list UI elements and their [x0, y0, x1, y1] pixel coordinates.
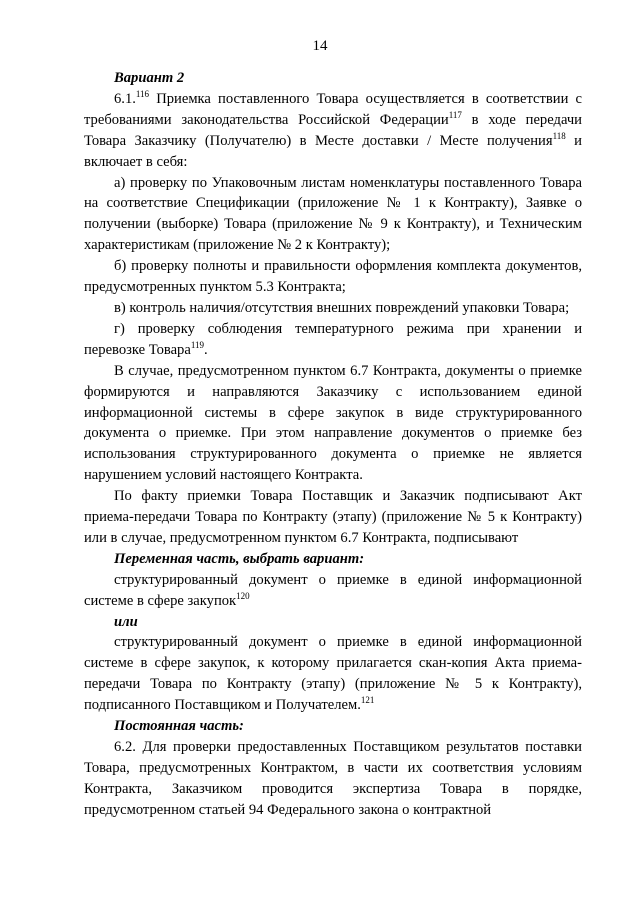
paragraph-text: 6.1.: [114, 90, 136, 107]
footnote-reference: 118: [552, 130, 566, 141]
paragraph-item-a: [84, 173, 582, 257]
paragraph-text: структурированный документ о приемке в единой информационной системе в сфере закупок, к которому прилагается скан-копия Акта приема-передачи Товара по Контракту (этапу) (приложение № 5 к Контракту), подписанного Поставщиком и Получателем.: [84, 634, 582, 714]
paragraph-text: или: [114, 613, 138, 630]
paragraph-clause-6-2: [84, 737, 582, 821]
paragraph-text: По факту приемки Товара Поставщик и Заказчик подписывают Акт приема-передачи Товара по Контракту (этапу) (приложение № 5 к Контракту) или в случае, предусмотренном пунктом 6.7 Контракта, подписывают: [84, 488, 582, 546]
paragraph-option-1: [84, 570, 582, 612]
paragraph-text: Вариант 2: [114, 70, 185, 86]
paragraph-text: 6.2. Для проверки предоставленных Поставщиком результатов поставки Товара, предусмотренных Контрактом, в части их соответствия условиям Контракта, Заказчиком проводится экспертиза Товара в порядке, предусмотренном статьей 94 Федерального закона о контрактной: [84, 739, 582, 818]
page-number: 14: [312, 38, 328, 54]
paragraph-text: Переменная часть, выбрать вариант:: [114, 550, 365, 567]
paragraph-permanent-part-heading: [84, 716, 582, 737]
paragraph-text: Постоянная часть:: [114, 718, 244, 735]
footnote-reference: 117: [448, 109, 462, 120]
document-body: [84, 68, 582, 821]
paragraph-text: В случае, предусмотренном пунктом 6.7 Контракта, документы о приемке формируются и направляются Заказчику с использованием единой информационной системы в сфере закупок в виде структурированного документа о приемке. При этом направление документов о приемке без использования структурированного документа о приемке не является нарушением условий настоящего Контракта.: [84, 362, 582, 484]
footnote-reference: 119: [190, 339, 205, 350]
paragraph-text: в) контроль наличия/отсутствия внешних повреждений упаковки Товара;: [114, 299, 570, 316]
paragraph-text: Приемка поставленного Товара осуществляется в соответствии с требованиями законодательства Российской Федерации: [84, 90, 582, 128]
paragraph-text: .: [204, 341, 208, 358]
paragraph-text: в ходе передачи Товара Заказчику (Получателю) в Месте доставки / Месте получения: [84, 111, 582, 149]
paragraph-text: б) проверку полноты и правильности оформления комплекта документов, предусмотренных пунктом 5.3 Контракта;: [84, 258, 582, 296]
paragraph-option-2: [84, 632, 582, 716]
footnote-reference: 116: [135, 88, 150, 99]
paragraph-acceptance-act: [84, 486, 582, 549]
paragraph-text: а) проверку по Упаковочным листам номенклатуры поставленного Товара на соответствие Спецификации (приложение № 1 к Контракту), Заявке о получении (выборке) Товара (приложение № 9 к Контракту), и Техническим характеристикам (приложение № 2 к Контракту);: [84, 174, 582, 254]
paragraph-text: и включает в себя:: [84, 132, 582, 170]
paragraph-item-g: [84, 319, 582, 361]
paragraph-item-v: [84, 298, 582, 319]
paragraph-text: г) проверку соблюдения температурного режима при хранении и перевозке Товара: [84, 320, 582, 358]
paragraph-or-heading: [84, 612, 582, 633]
footnote-reference: 121: [360, 695, 375, 706]
paragraph-clause-6-1: [84, 89, 582, 173]
paragraph-variable-part-heading: [84, 549, 582, 570]
paragraph-item-b: [84, 256, 582, 298]
footnote-reference: 120: [236, 590, 250, 601]
paragraph-text: структурированный документ о приемке в единой информационной системе в сфере закупок: [84, 571, 582, 609]
paragraph-variant-2-heading: [84, 68, 582, 89]
paragraph-case-6-7: [84, 361, 582, 486]
